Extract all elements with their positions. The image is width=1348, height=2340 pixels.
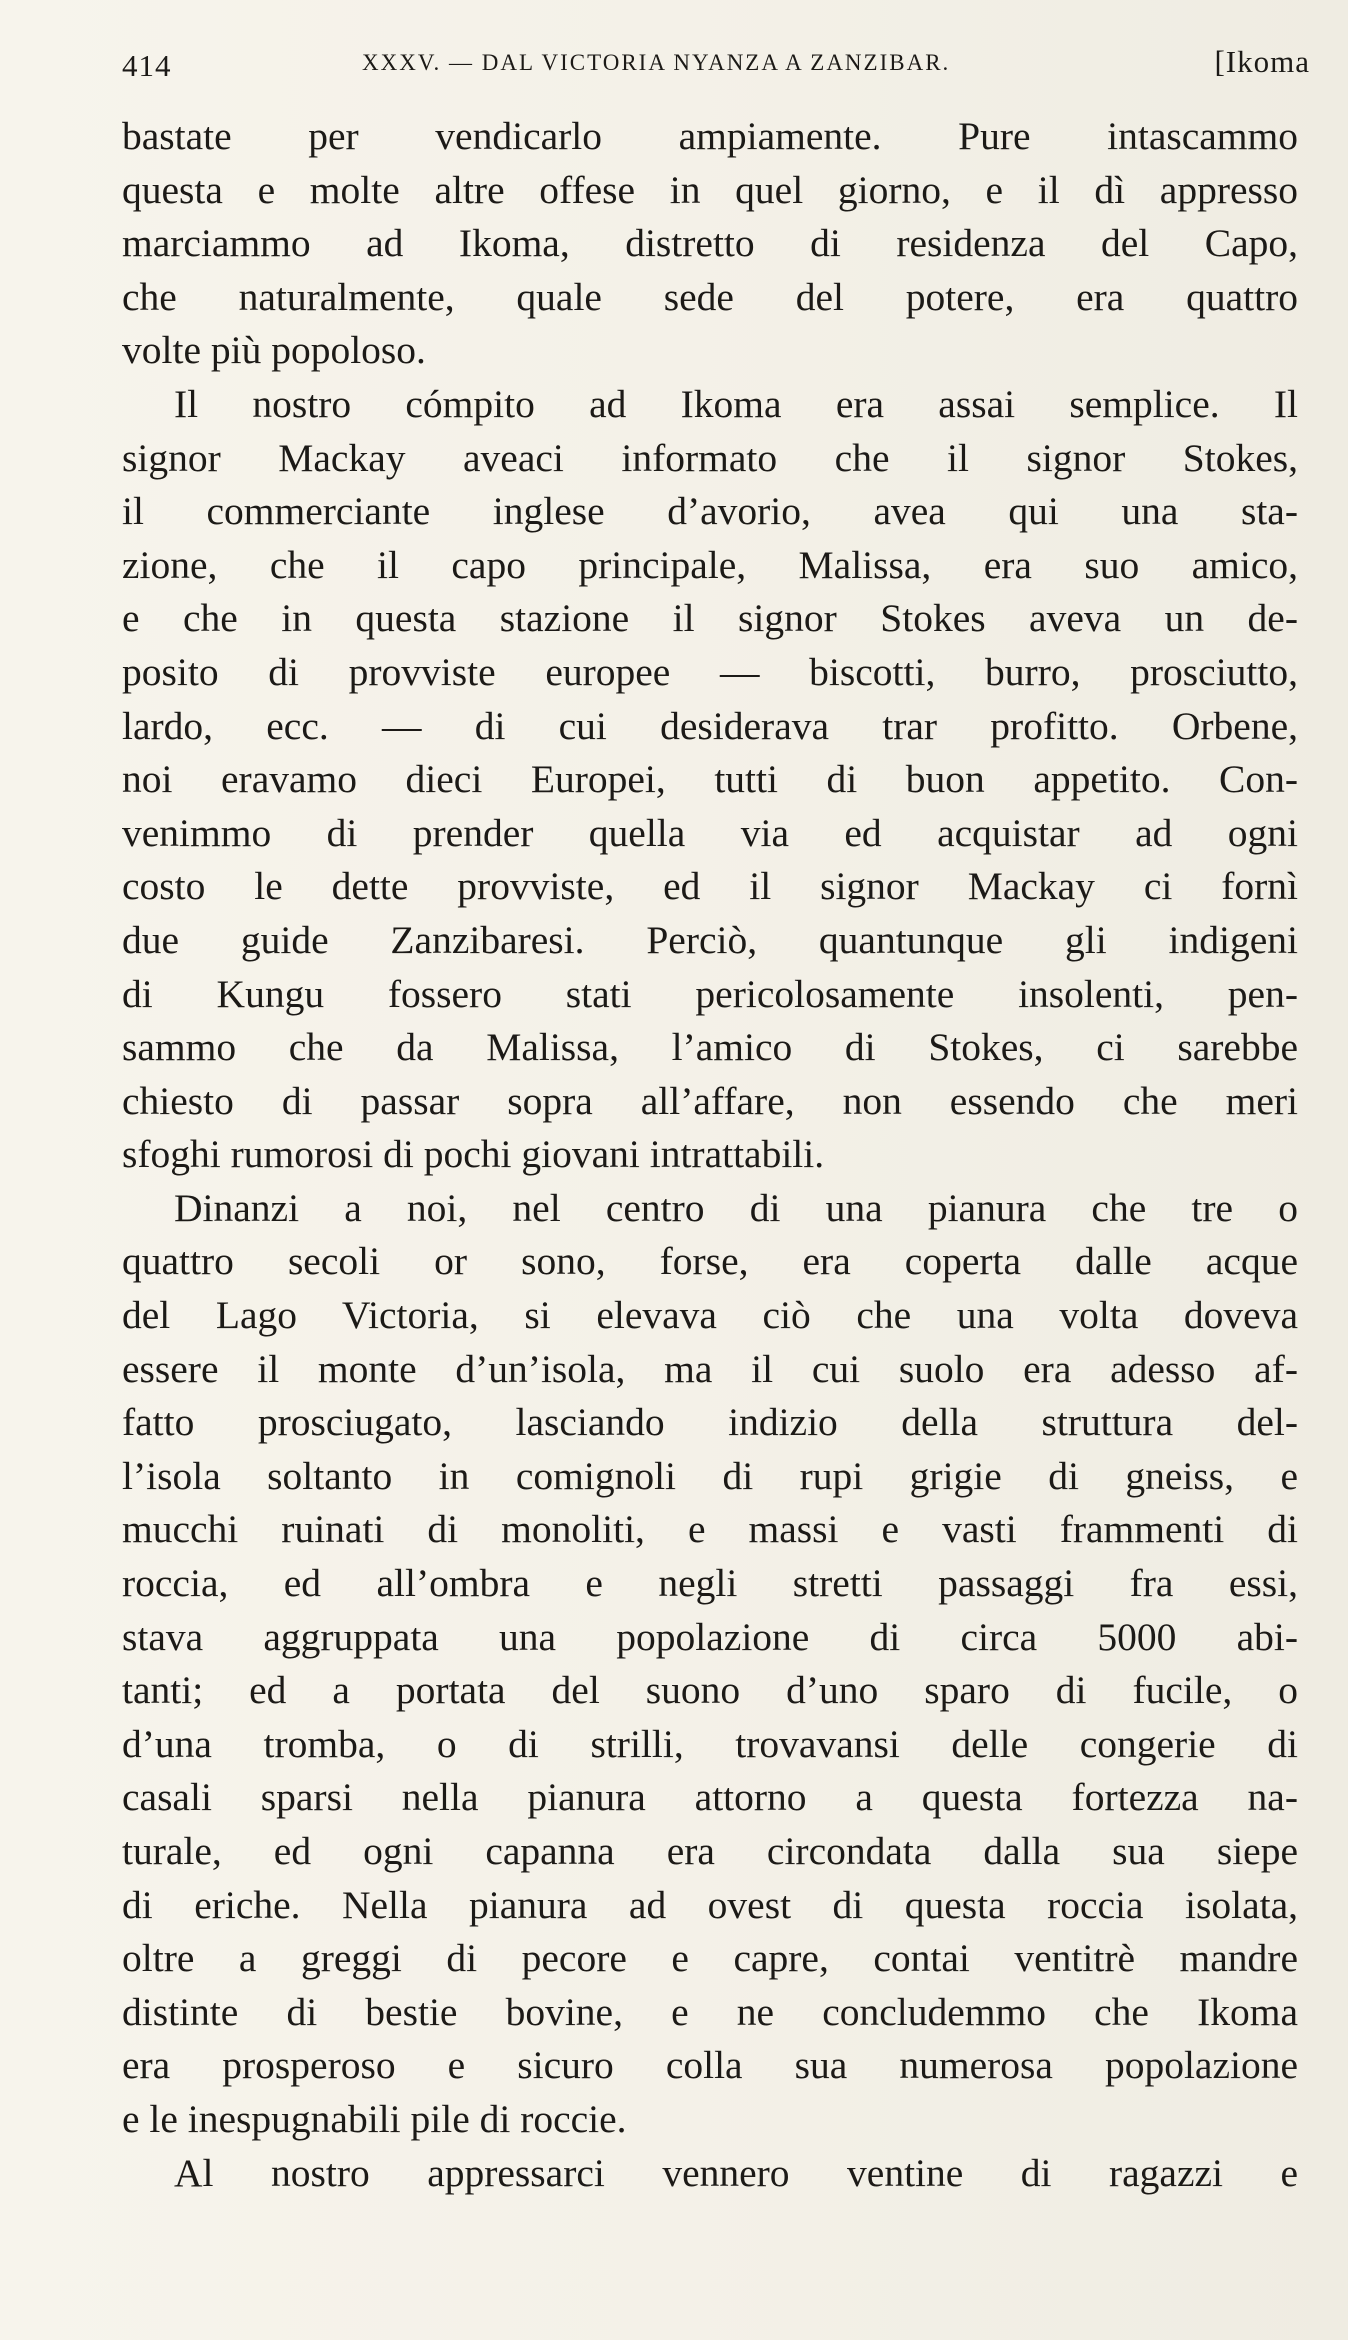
text-line: di Kungu fossero stati pericolosamente insolenti, pen- (122, 971, 1298, 1016)
running-head (122, 38, 1310, 88)
text-line: e le inespugnabili pile di roccie. (122, 2096, 627, 2141)
text-line: lardo, ecc. — di cui desiderava trar profitto. Orbene, (122, 703, 1298, 748)
text-line: mucchi ruinati di monoliti, e massi e vasti frammenti di (122, 1507, 1298, 1552)
text-line: chiesto di passar sopra all’affare, non essendo che meri (122, 1078, 1298, 1123)
text-line: signor Mackay aveaci informato che il signor Stokes, (122, 435, 1298, 480)
text-line: zione, che il capo principale, Malissa, era suo amico, (122, 542, 1298, 587)
text-line: venimmo di prender quella via ed acquistar ad ogni (122, 810, 1298, 855)
text-line: volte più popoloso. (122, 328, 426, 373)
text-line: oltre a greggi di pecore e capre, contai ventitrè mandre (122, 1936, 1298, 1981)
paragraph-start-line: Dinanzi a noi, nel centro di una pianura che tre o (174, 1185, 1298, 1230)
text-line: stava aggruppata una popolazione di circa 5000 abi- (122, 1614, 1298, 1659)
body-text (122, 110, 1298, 2200)
chapter-title: XXXV. — DAL VICTORIA NYANZA A ZANZIBAR. (362, 50, 951, 75)
text-line: distinte di bestie bovine, e ne concludemmo che Ikoma (122, 1989, 1298, 2034)
text-line: il commerciante inglese d’avorio, avea qui una sta- (122, 489, 1298, 534)
section-mark: [Ikoma (1214, 44, 1310, 79)
text-line: fatto prosciugato, lasciando indizio della struttura del- (122, 1400, 1298, 1445)
paragraph-start-line: Il nostro cómpito ad Ikoma era assai semplice. Il (174, 381, 1298, 426)
text-line: quattro secoli or sono, forse, era coperta dalle acque (122, 1239, 1298, 1284)
text-line: posito di provviste europee — biscotti, burro, prosciutto, (122, 649, 1298, 694)
text-line: che naturalmente, quale sede del potere, era quattro (122, 274, 1298, 319)
text-line: sammo che da Malissa, l’amico di Stokes, ci sarebbe (122, 1025, 1298, 1070)
text-line: due guide Zanzibaresi. Perciò, quantunque gli indigeni (122, 917, 1298, 962)
text-line: sfoghi rumorosi di pochi giovani intrattabili. (122, 1132, 825, 1177)
text-line: del Lago Victoria, si elevava ciò che una volta doveva (122, 1293, 1298, 1338)
text-line: l’isola soltanto in comignoli di rupi grigie di gneiss, e (122, 1453, 1298, 1498)
text-line: costo le dette provviste, ed il signor Mackay ci fornì (122, 864, 1298, 909)
text-line: casali sparsi nella pianura attorno a questa fortezza na- (122, 1775, 1298, 1820)
text-line: di eriche. Nella pianura ad ovest di questa roccia isolata, (122, 1882, 1298, 1927)
text-line: essere il monte d’un’isola, ma il cui suolo era adesso af- (122, 1346, 1298, 1391)
text-line: questa e molte altre offese in quel giorno, e il dì appresso (122, 167, 1298, 212)
paragraph-start-line: Al nostro appressarci vennero ventine di ragazzi e (174, 2150, 1298, 2195)
text-line: era prosperoso e sicuro colla sua numerosa popolazione (122, 2043, 1298, 2088)
text-line: noi eravamo dieci Europei, tutti di buon appetito. Con- (122, 757, 1298, 802)
text-line: roccia, ed all’ombra e negli stretti passaggi fra essi, (122, 1561, 1298, 1606)
text-line: e che in questa stazione il signor Stokes aveva un de- (122, 596, 1298, 641)
text-line: turale, ed ogni capanna era circondata dalla sua siepe (122, 1829, 1298, 1873)
text-line: tanti; ed a portata del suono d’uno sparo di fucile, o (122, 1668, 1298, 1713)
text-line: marciammo ad Ikoma, distretto di residenza del Capo, (122, 221, 1298, 266)
text-line: bastate per vendicarlo ampiamente. Pure intascammo (122, 114, 1298, 158)
page-number: 414 (122, 48, 172, 83)
text-line: d’una tromba, o di strilli, trovavansi delle congerie di (122, 1721, 1298, 1766)
